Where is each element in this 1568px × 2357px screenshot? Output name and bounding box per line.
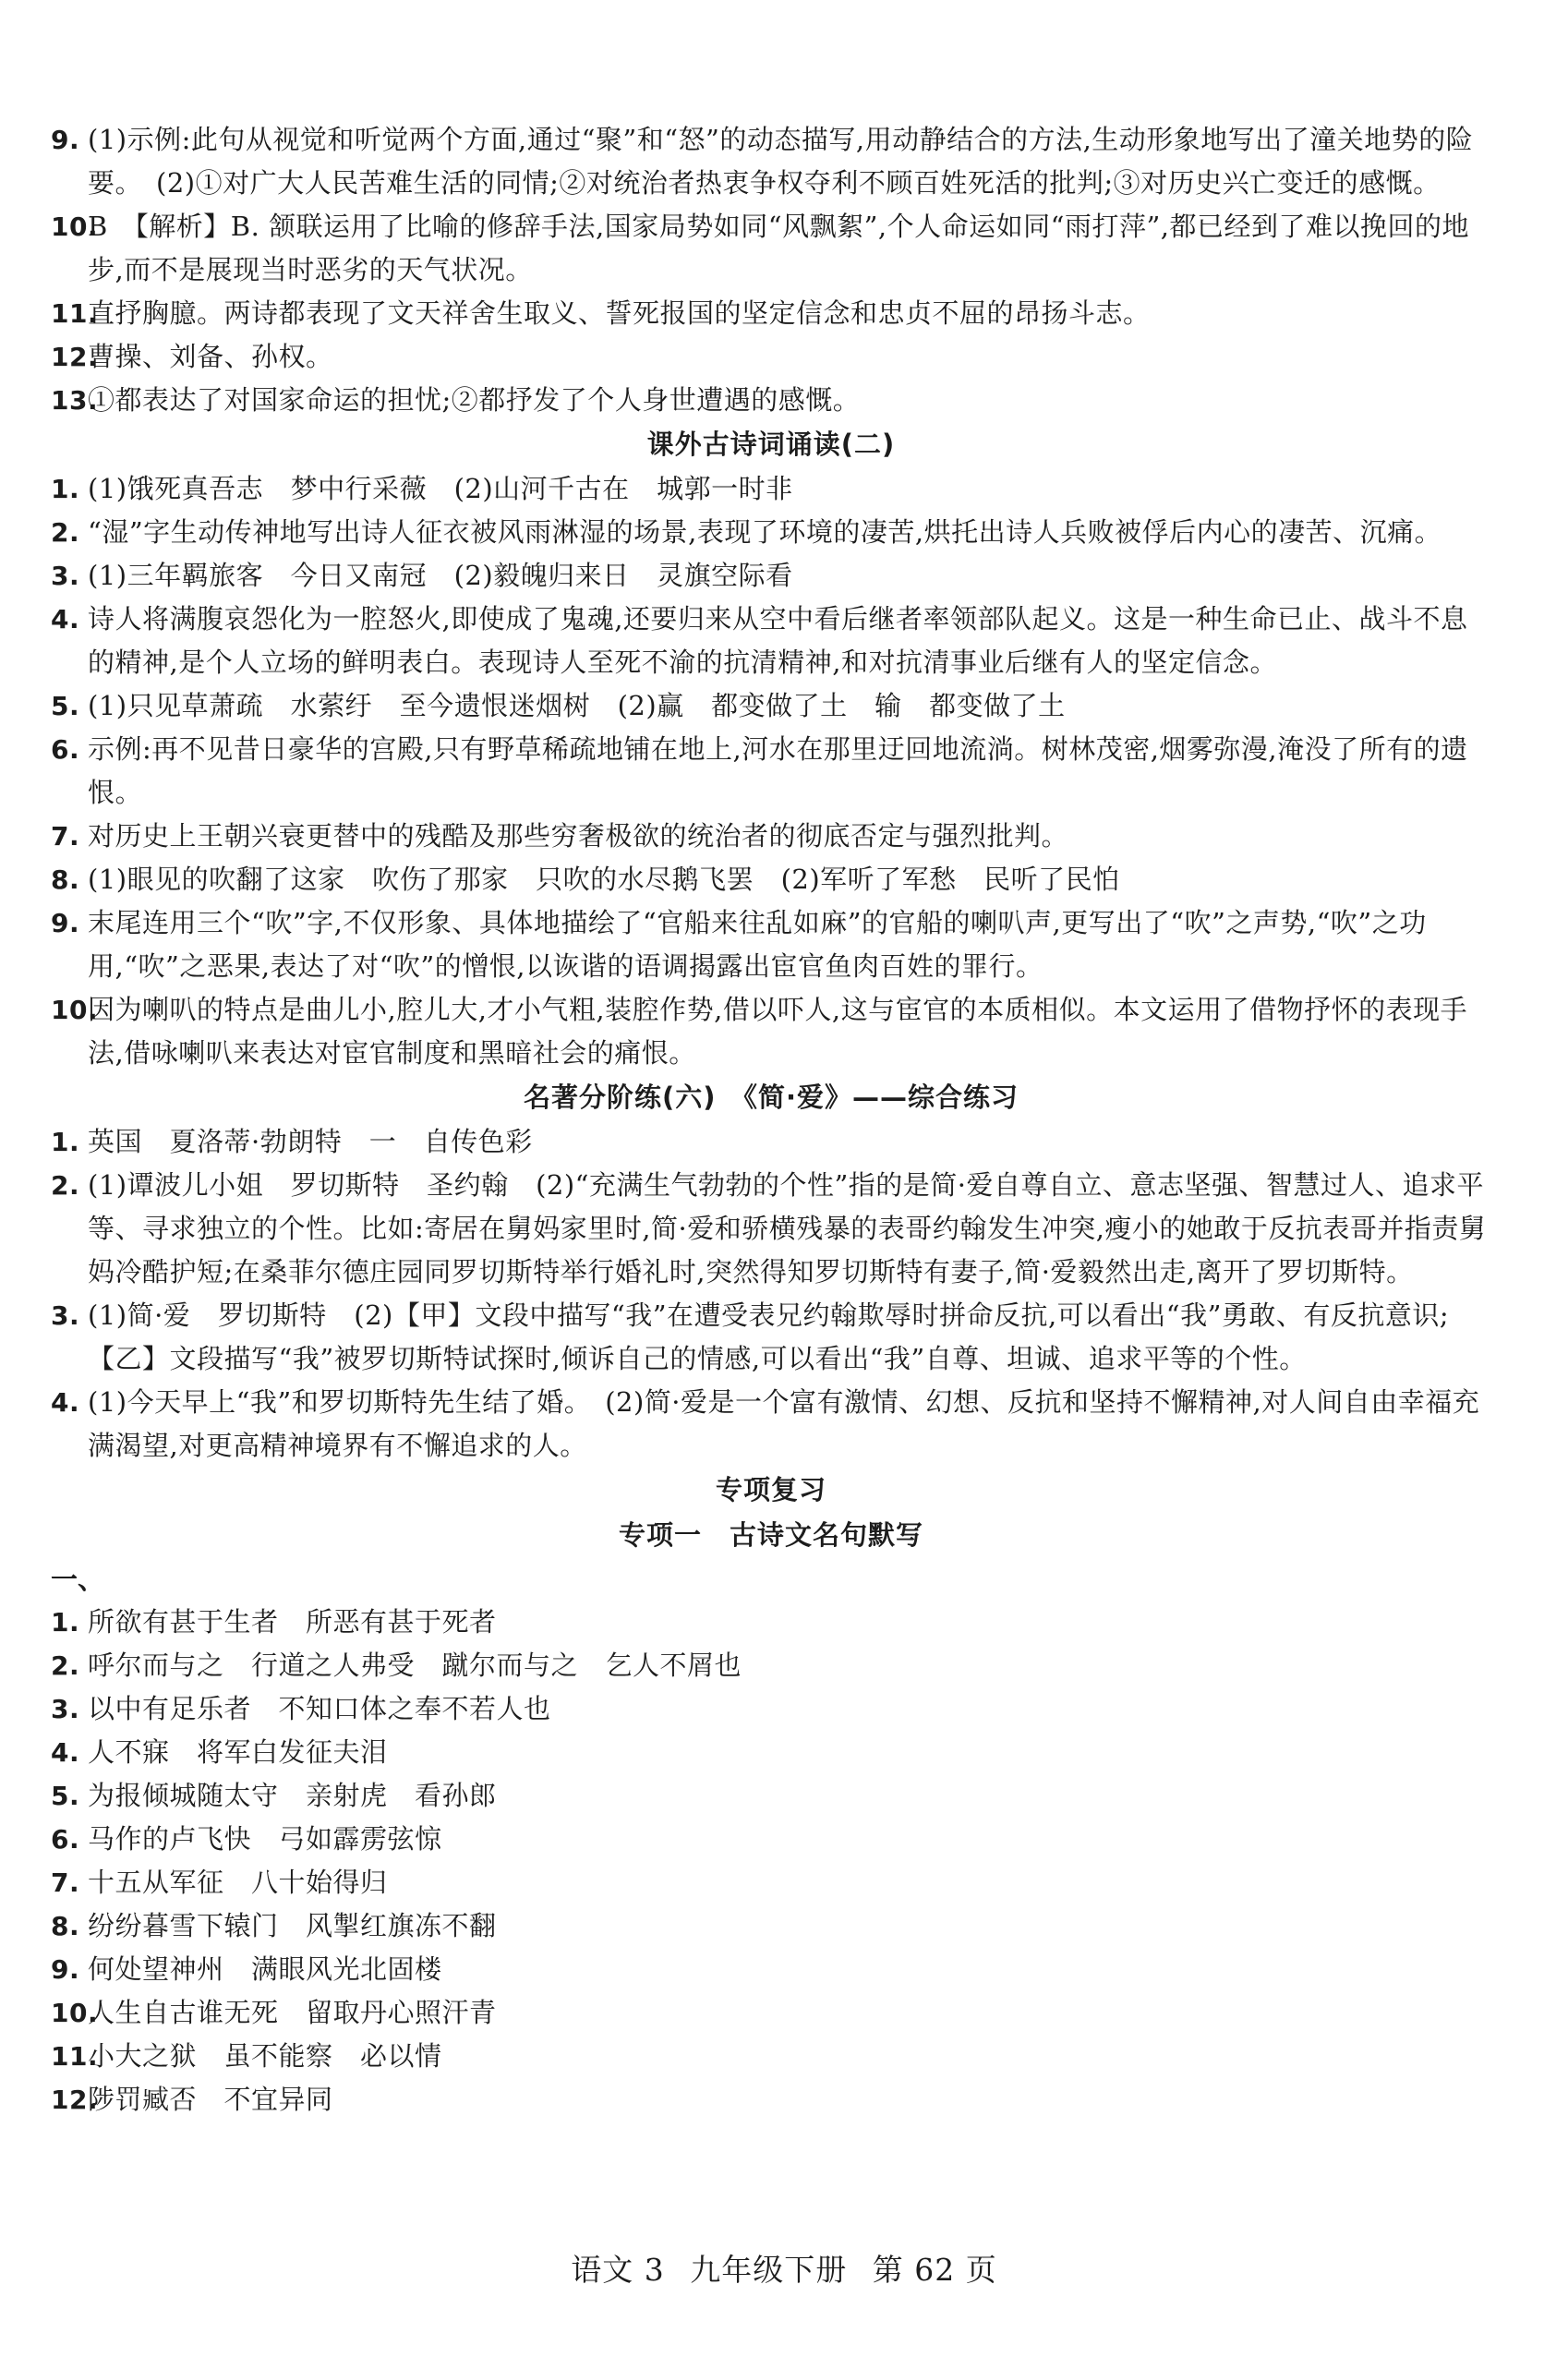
item-number: 7. xyxy=(51,821,80,852)
answer-item xyxy=(51,858,1491,901)
item-text: 示例:再不见昔日豪华的宫殿,只有野草稀疏地铺在地上,河水在那里迂回地流淌。树林茂密,烟雾弥漫,淹没了所有的遗恨。 xyxy=(88,733,1468,808)
answer-item xyxy=(51,554,1491,598)
item-number: 4. xyxy=(51,1737,80,1768)
item-text: 诗人将满腹哀怨化为一腔怒火,即使成了鬼魂,还要归来从空中看后继者率领部队起义。这是一种生命已止、战斗不息的精神,是个人立场的鲜明表白。表现诗人至死不渝的抗清精神,和对抗清事业后继有人的坚定信念。 xyxy=(88,603,1468,678)
item-text: 所欲有甚于生者 所恶有甚于死者 xyxy=(88,1606,497,1638)
item-number: 3. xyxy=(51,561,80,591)
page-footer xyxy=(0,2246,1568,2290)
item-number: 5. xyxy=(51,691,80,721)
item-number: 12. xyxy=(51,342,99,372)
item-number: 10. xyxy=(51,995,99,1025)
item-text: (1)饿死真吾志 梦中行采薇 (2)山河千古在 城郭一时非 xyxy=(88,473,793,504)
answer-item xyxy=(51,988,1491,1075)
item-text: ①都表达了对国家命运的担忧;②都抒发了个人身世遭遇的感慨。 xyxy=(88,384,861,416)
item-text: (1)只见草萧疏 水萦纡 至今遗恨迷烟树 (2)赢 都变做了土 输 都变做了土 xyxy=(88,690,1066,721)
item-number: 3. xyxy=(51,1694,80,1724)
section-extra-poems xyxy=(51,422,1491,1075)
item-number: 2. xyxy=(51,517,80,548)
item-text: B 【解析】B. 颔联运用了比喻的修辞手法,国家局势如同“风飘絮”,个人命运如同“雨打萍”,都已经到了难以挽回的地步,而不是展现当时恶劣的天气状况。 xyxy=(88,211,1470,285)
answer-item xyxy=(51,1644,1491,1687)
item-number: 5. xyxy=(51,1781,80,1811)
item-number: 1. xyxy=(51,1607,80,1638)
item-text: 对历史上王朝兴衰更替中的残酷及那些穷奢极欲的统治者的彻底否定与强烈批判。 xyxy=(88,820,1069,852)
section-heading: 专项复习 xyxy=(715,1474,826,1505)
item-text: 呼尔而与之 行道之人弗受 蹴尔而与之 乞人不屑也 xyxy=(88,1650,742,1681)
answer-item xyxy=(51,1904,1491,1948)
answer-item xyxy=(51,205,1491,292)
answer-item xyxy=(51,901,1491,988)
item-text: 以中有足乐者 不知口体之奉不若人也 xyxy=(88,1693,551,1724)
answer-item xyxy=(51,1774,1491,1818)
item-text: 因为喇叭的特点是曲儿小,腔儿大,才小气粗,装腔作势,借以吓人,这与宦官的本质相似。本文运用了借物抒怀的表现手法,借咏喇叭来表达对宦官制度和黑暗社会的痛恨。 xyxy=(88,994,1468,1069)
footer-subject: 语文 3 xyxy=(571,2252,665,2288)
item-text: (1)谭波儿小姐 罗切斯特 圣约翰 (2)“充满生气勃勃的个性”指的是简·爱自尊自立、意志坚强、智慧过人、追求平等、寻求独立的个性。比如:寄居在舅妈家里时,简·爱和骄横残暴的表哥约翰发生冲突,瘦小的她敢于反抗表哥并指责舅妈冷酷护短;在桑菲尔德庄园同罗切斯特举行婚礼时,突然得知罗切斯特有妻子,简·爱毅然出走,离开了罗切斯特。 xyxy=(88,1169,1487,1287)
answer-item xyxy=(51,1818,1491,1861)
section-subheading: 专项一 古诗文名句默写 xyxy=(618,1519,923,1551)
item-number: 8. xyxy=(51,1911,80,1941)
section-heading: 名著分阶练(六) 《简·爱》——综合练习 xyxy=(523,1082,1019,1113)
footer-page-number: 第 62 页 xyxy=(872,2252,997,2288)
answer-item xyxy=(51,1731,1491,1774)
item-text: 马作的卢飞快 弓如霹雳弦惊 xyxy=(88,1823,442,1855)
item-text: 直抒胸臆。两诗都表现了文天祥舍生取义、誓死报国的坚定信念和忠贞不屈的昂扬斗志。 xyxy=(88,297,1151,329)
section-heading: 课外古诗词诵读(二) xyxy=(646,429,896,460)
answer-item xyxy=(51,815,1491,858)
item-text: (1)三年羁旅客 今日又南冠 (2)毅魄归来日 灵旗空际看 xyxy=(88,560,793,591)
item-number: 12. xyxy=(51,2085,99,2115)
item-text: 为报倾城随太守 亲射虎 看孙郎 xyxy=(88,1780,497,1811)
item-text: 曹操、刘备、孙权。 xyxy=(88,341,333,372)
item-number: 4. xyxy=(51,604,80,635)
item-text: 陟罚臧否 不宜异同 xyxy=(88,2084,333,2115)
item-number: 9. xyxy=(51,125,80,155)
group-label: 一、 xyxy=(51,1564,105,1595)
item-number: 13. xyxy=(51,385,99,416)
item-text: 人生自古谁无死 留取丹心照汗青 xyxy=(88,1997,497,2028)
answer-item xyxy=(51,1381,1491,1468)
item-number: 1. xyxy=(51,474,80,504)
item-number: 10. xyxy=(51,1998,99,2028)
answer-item xyxy=(51,1120,1491,1164)
item-text: (1)眼见的吹翻了这家 吹伤了那家 只吹的水尽鹅飞罢 (2)军听了军愁 民听了民怕 xyxy=(88,864,1120,895)
item-text: “湿”字生动传神地写出诗人征衣被风雨淋湿的场景,表现了环境的凄苦,烘托出诗人兵败被俘后内心的凄苦、沉痛。 xyxy=(88,516,1442,548)
answer-item xyxy=(51,379,1491,422)
item-text: 英国 夏洛蒂·勃朗特 一 自传色彩 xyxy=(88,1126,533,1157)
answer-item xyxy=(51,1294,1491,1381)
item-number: 11. xyxy=(51,298,99,329)
section-review xyxy=(51,1468,1491,2121)
answer-item xyxy=(51,2035,1491,2078)
item-number: 2. xyxy=(51,1650,80,1681)
answer-item xyxy=(51,118,1491,205)
answer-item xyxy=(51,511,1491,554)
answer-item xyxy=(51,684,1491,728)
item-number: 11. xyxy=(51,2041,99,2072)
answer-item xyxy=(51,1991,1491,2035)
item-text: 末尾连用三个“吹”字,不仅形象、具体地描绘了“官船来往乱如麻”的官船的喇叭声,更写出了“吹”之声势,“吹”之功用,“吹”之恶果,表达了对“吹”的憎恨,以诙谐的语调揭露出宦官鱼肉百姓的罪行。 xyxy=(88,907,1427,982)
answer-item xyxy=(51,1164,1491,1294)
item-number: 9. xyxy=(51,1954,80,1985)
item-text: 十五从军征 八十始得归 xyxy=(88,1867,388,1898)
item-number: 1. xyxy=(51,1127,80,1157)
item-text: 纷纷暮雪下辕门 风掣红旗冻不翻 xyxy=(88,1910,497,1941)
answer-item xyxy=(51,598,1491,684)
section-jane-eyre xyxy=(51,1075,1491,1468)
answer-item xyxy=(51,2078,1491,2121)
item-number: 6. xyxy=(51,1824,80,1855)
item-number: 7. xyxy=(51,1867,80,1898)
item-text: (1)示例:此句从视觉和听觉两个方面,通过“聚”和“怒”的动态描写,用动静结合的方法,生动形象地写出了潼关地势的险要。 (2)①对广大人民苦难生活的同情;②对统治者热衷争权夺利不顾百姓死活的批判;③对历史兴亡变迁的感慨。 xyxy=(88,124,1474,199)
footer-grade: 九年级下册 xyxy=(690,2252,848,2288)
answer-item xyxy=(51,335,1491,379)
item-text: 小大之狱 虽不能察 必以情 xyxy=(88,2040,442,2072)
answer-item xyxy=(51,1861,1491,1904)
item-number: 8. xyxy=(51,864,80,895)
answer-item xyxy=(51,467,1491,511)
answer-item xyxy=(51,1687,1491,1731)
item-number: 6. xyxy=(51,734,80,765)
answer-item xyxy=(51,728,1491,815)
answer-item xyxy=(51,1948,1491,1991)
item-number: 4. xyxy=(51,1387,80,1418)
item-number: 10. xyxy=(51,212,99,242)
answer-content xyxy=(51,118,1491,2121)
item-number: 2. xyxy=(51,1170,80,1201)
item-text: 人不寐 将军白发征夫泪 xyxy=(88,1736,388,1768)
section-continuation xyxy=(51,118,1491,422)
item-number: 9. xyxy=(51,908,80,938)
answer-item xyxy=(51,292,1491,335)
answer-item xyxy=(51,1601,1491,1644)
item-text: 何处望神州 满眼风光北固楼 xyxy=(88,1953,442,1985)
item-number: 3. xyxy=(51,1300,80,1331)
item-text: (1)今天早上“我”和罗切斯特先生结了婚。 (2)简·爱是一个富有激情、幻想、反抗和坚持不懈精神,对人间自由幸福充满渴望,对更高精神境界有不懈追求的人。 xyxy=(88,1386,1480,1461)
item-text: (1)简·爱 罗切斯特 (2)【甲】文段中描写“我”在遭受表兄约翰欺辱时拼命反抗,可以看出“我”勇敢、有反抗意识;【乙】文段描写“我”被罗切斯特试探时,倾诉自己的情感,可以看出“我”自尊、坦诚、追求平等的个性。 xyxy=(88,1299,1450,1374)
